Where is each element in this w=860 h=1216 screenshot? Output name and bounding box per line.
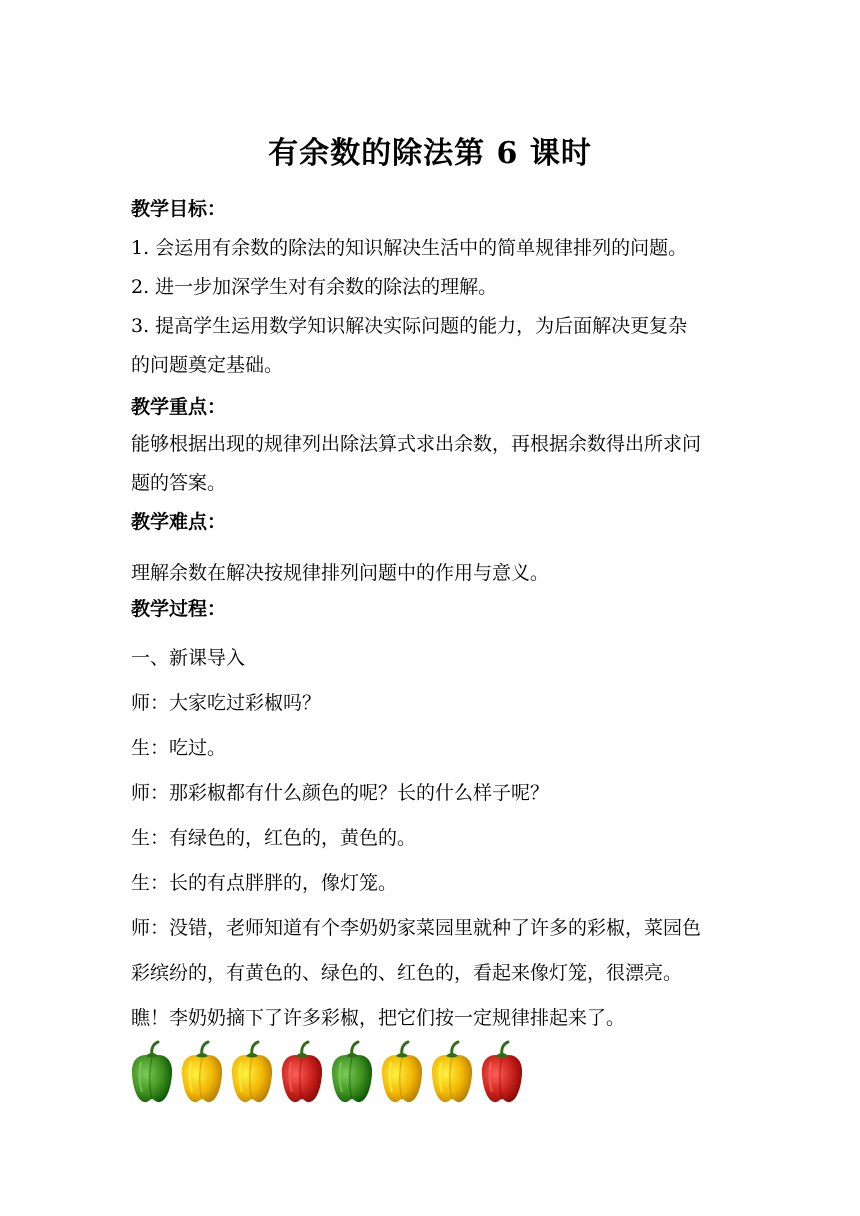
- goal-line-2: 2. 进一步加深学生对有余数的除法的理解。: [131, 276, 498, 298]
- process-line-4: 师：那彩椒都有什么颜色的呢？长的什么样子呢？: [131, 782, 550, 804]
- process-line-9: 瞧！李奶奶摘下了许多彩椒，把它们按一定规律排起来了。: [131, 1007, 626, 1029]
- key-line-1: 能够根据出现的规律列出除法算式求出余数，再根据余数得出所求问: [131, 433, 702, 455]
- process-line-3: 生：吃过。: [131, 737, 227, 759]
- goal-line-4: 的问题奠定基础。: [131, 354, 284, 376]
- difficulty-line: 理解余数在解决按规律排列问题中的作用与意义。: [131, 562, 550, 584]
- goal-heading: 教学目标：: [131, 198, 227, 220]
- process-line-6: 生：长的有点胖胖的，像灯笼。: [131, 872, 398, 894]
- process-line-7: 师：没错，老师知道有个李奶奶家菜园里就种了许多的彩椒，菜园色: [131, 917, 702, 939]
- yellow-pepper-icon: [179, 1040, 225, 1104]
- process-heading: 教学过程：: [131, 598, 227, 620]
- process-line-1: 一、新课导入: [131, 647, 246, 669]
- difficulty-heading: 教学难点：: [131, 511, 227, 533]
- yellow-pepper-icon: [229, 1040, 275, 1104]
- green-pepper-icon: [329, 1040, 375, 1104]
- red-pepper-icon: [479, 1040, 525, 1104]
- green-pepper-icon: [129, 1040, 175, 1104]
- red-pepper-icon: [279, 1040, 325, 1104]
- key-line-2: 题的答案。: [131, 472, 227, 494]
- process-line-8: 彩缤纷的，有黄色的、绿色的、红色的，看起来像灯笼，很漂亮。: [131, 962, 683, 984]
- goal-line-1: 1. 会运用有余数的除法的知识解决生活中的简单规律排列的问题。: [131, 237, 688, 259]
- key-heading: 教学重点：: [131, 396, 227, 418]
- goal-line-3: 3. 提高学生运用数学知识解决实际问题的能力，为后面解决更复杂: [131, 315, 688, 337]
- yellow-pepper-icon: [429, 1040, 475, 1104]
- page-title: 有余数的除法第 6 课时: [268, 136, 592, 171]
- process-line-5: 生：有绿色的，红色的，黄色的。: [131, 827, 417, 849]
- yellow-pepper-icon: [379, 1040, 425, 1104]
- process-line-2: 师：大家吃过彩椒吗？: [131, 692, 322, 714]
